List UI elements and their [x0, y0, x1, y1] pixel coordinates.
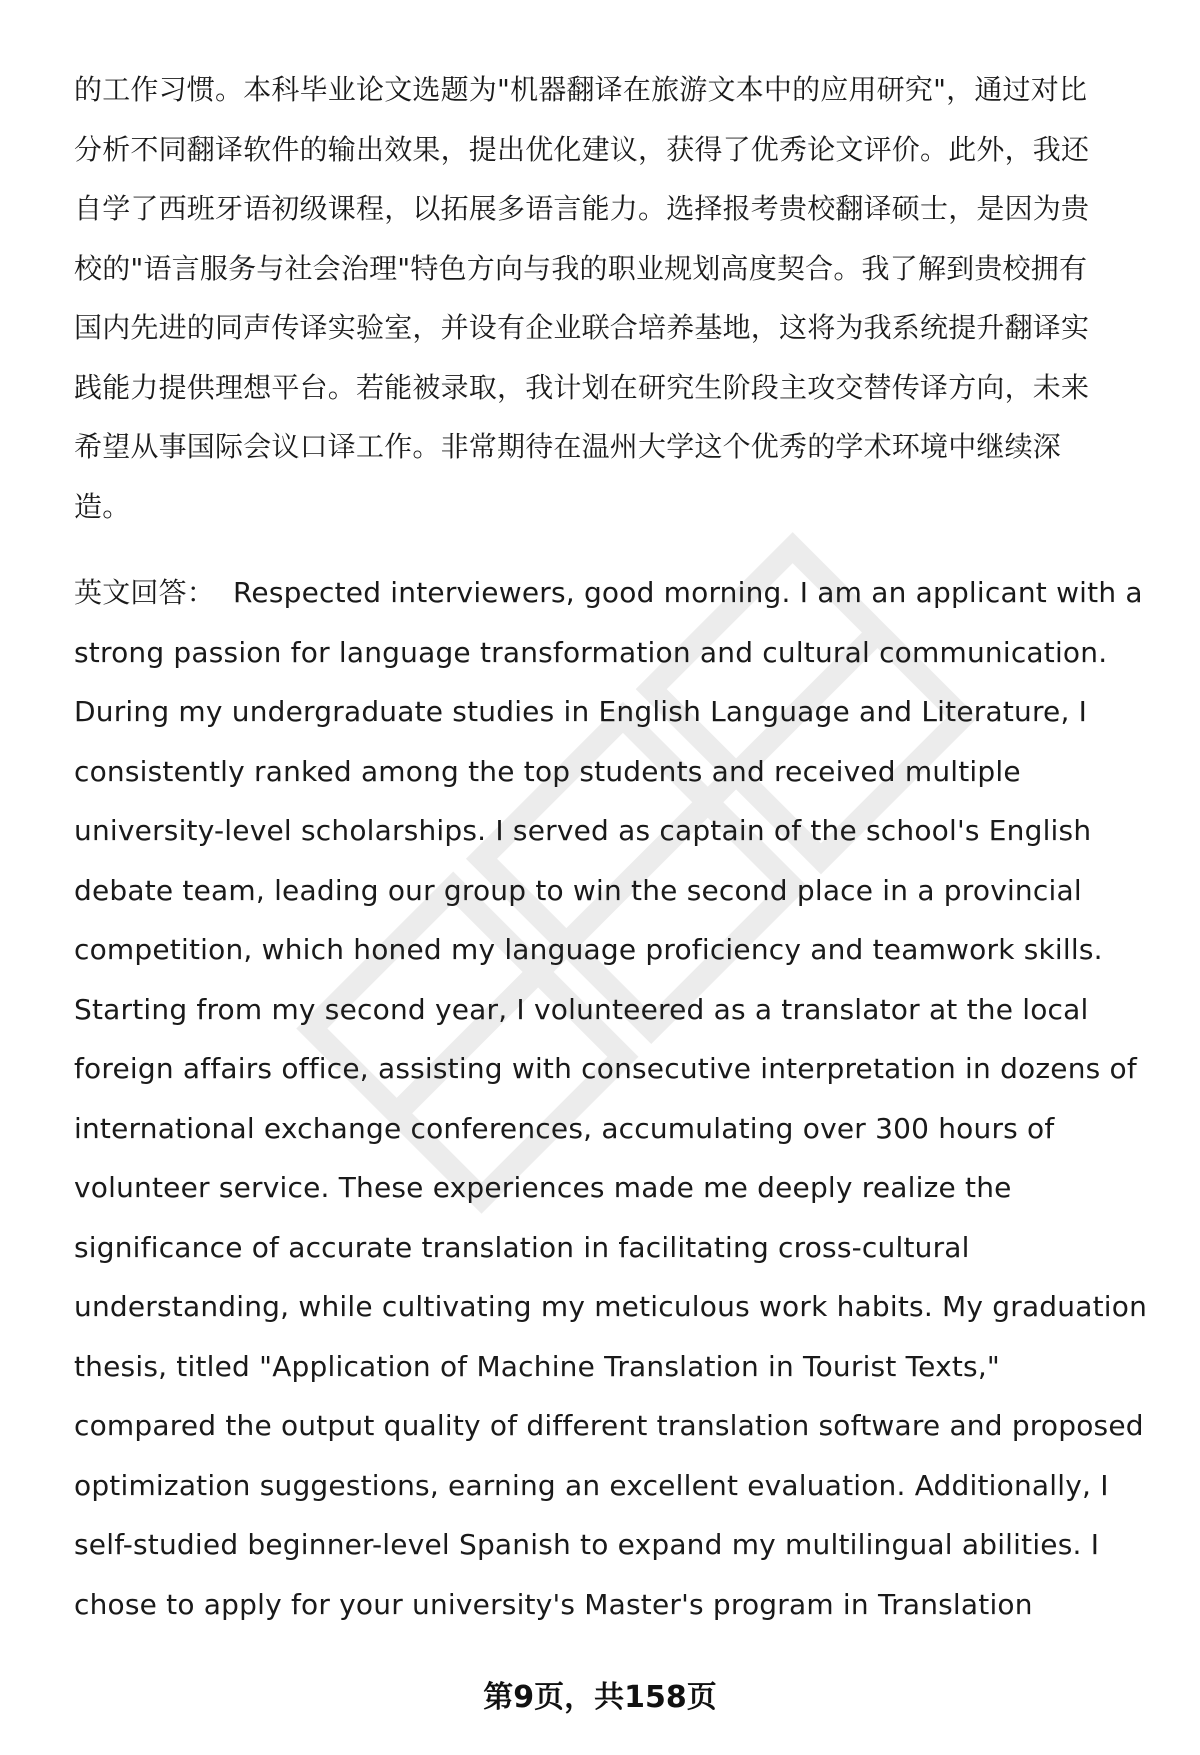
text-line: competition, which honed my language proficiency and teamwork skills. [74, 933, 1103, 966]
text-line: 希望从事国际会议口译工作。非常期待在温州大学这个优秀的学术环境中继续深 [74, 430, 1062, 463]
text-line: foreign affairs office, assisting with consecutive interpretation in dozens of [74, 1052, 1137, 1085]
page-number-footer: 第9页，共158页 [483, 1680, 717, 1715]
text-line: Starting from my second year, I volunteered as a translator at the local [74, 992, 1089, 1026]
text-line: During my undergraduate studies in English Language and Literature, I [74, 695, 1088, 728]
text-line: chose to apply for your university's Master's program in Translation [74, 1587, 1033, 1621]
text-line: compared the output quality of different translation software and proposed [74, 1409, 1144, 1442]
text-line: significance of accurate translation in facilitating cross-cultural [74, 1230, 970, 1264]
text-line: 造。 [74, 489, 131, 523]
text-line: international exchange conferences, accumulating over 300 hours of [74, 1111, 1055, 1145]
text-line: 国内先进的同声传译实验室，并设有企业联合培养基地，这将为我系统提升翻译实 [74, 311, 1090, 344]
english-answer-first-line: Respected interviewers, good morning. I am an applicant with a [233, 576, 1143, 609]
paragraph-gap [74, 536, 1154, 563]
text-line: self-studied beginner-level Spanish to expand my multilingual abilities. I [74, 1528, 1100, 1561]
chinese-paragraph [74, 60, 1154, 536]
text-line [74, 563, 1154, 623]
text-line: 校的"语言服务与社会治理"特色方向与我的职业规划高度契合。我了解到贵校拥有 [74, 251, 1088, 285]
text-line: understanding, while cultivating my meticulous work habits. My graduation [74, 1290, 1148, 1323]
text-line: volunteer service. These experiences made me deeply realize the [74, 1171, 1012, 1204]
text-line: 践能力提供理想平台。若能被录取，我计划在研究生阶段主攻交替传译方向，未来 [74, 370, 1090, 404]
english-answer-label: 英文回答： [74, 576, 216, 609]
text-line: 自学了西班牙语初级课程，以拓展多语言能力。选择报考贵校翻译硕士，是因为贵 [74, 192, 1090, 225]
text-line: 的工作习惯。本科毕业论文选题为"机器翻译在旅游文本中的应用研究"，通过对比 [74, 73, 1088, 106]
page-content [74, 60, 1154, 1634]
text-line: university-level scholarships. I served as captain of the school's English [74, 814, 1092, 847]
text-line: consistently ranked among the top students and received multiple [74, 754, 1021, 788]
text-line: strong passion for language transformation and cultural communication. [74, 635, 1108, 669]
text-line: debate team, leading our group to win the second place in a provincial [74, 873, 1082, 907]
text-line: optimization suggestions, earning an excellent evaluation. Additionally, I [74, 1468, 1109, 1502]
text-line: 分析不同翻译软件的输出效果，提出优化建议，获得了优秀论文评价。此外，我还 [74, 132, 1090, 166]
english-answer-paragraph [74, 563, 1154, 1634]
text-line: thesis, titled "Application of Machine Translation in Tourist Texts," [74, 1349, 1001, 1383]
